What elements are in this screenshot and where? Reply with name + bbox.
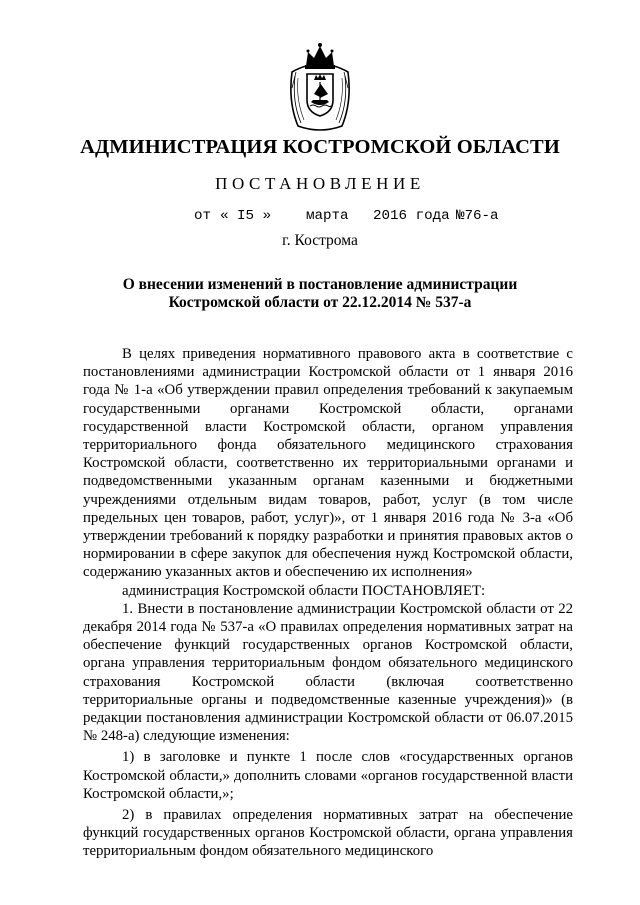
document-body (83, 345, 573, 861)
document-number: №76-а (456, 208, 499, 224)
paragraph-subitem-2: 2) в правилах определения нормативных затрат на обеспечение функций государственных органов Костромской области, органа управления территориальным фондом обязательного медицинского (83, 807, 573, 860)
organization-title: АДМИНИСТРАЦИЯ КОСТРОМСКОЙ ОБЛАСТИ (80, 136, 560, 158)
subject-line: О внесении изменений в постановление администрации (122, 276, 518, 293)
city: г. Кострома (282, 232, 358, 249)
paragraph-subitem-1: 1) в заголовке и пункте 1 после слов «государственных органов Костромской области,» дополнить словами «органов государственной власти Костромской области,»; (83, 749, 573, 802)
document-type: ПОСТАНОВЛЕНИЕ (215, 174, 425, 193)
coat-of-arms-icon (284, 42, 356, 134)
paragraph-item-1: 1. Внести в постановление администрации Костромской области от 22 декабря 2014 года № 537-а «О правилах определения нормативных затрат на обеспечение функций государственных органов Костромской области, органа управления территориальным фондом обязательного медицинского страхования Костромской области (включая соответственно территориальные органы и подведомственные казенные учреждения)» (в редакции постановления администрации Костромской области от 06.07.2015 № 248-а) следующие изменения: (83, 600, 573, 745)
date-month: марта (306, 208, 349, 224)
paragraph-resolution: администрация Костромской области ПОСТАНОВЛЯЕТ: (122, 582, 486, 599)
subject-line: Костромской области от 22.12.2014 № 537-а (168, 294, 472, 311)
date-prefix: от (194, 208, 212, 224)
paragraph-preamble: В целях приведения нормативного правового акта в соответствие с постановлениями администрации Костромской области от 1 января 2016 года № 1-а «Об утверждении правил определения требований к закупаемым государственными органами Костромской области, органами государственной власти Костромской области, органом управления территориального фонда обязательного медицинского страхования Костромской области, соответственно их территориальными органами и подведомственными указанным органам казенными и бюджетными учреждениями отдельным видам товаров, работ, услуг (в том числе предельных цен товаров, работ, услуг)», от 1 января 2016 года № 3-а «Об утверждении требований к порядку разработки и принятия правовых актов о нормировании в сфере закупок для обеспечения нужд Костромской области, содержанию указанных актов и обеспечению их исполнения» (83, 346, 573, 581)
date-day: « I5 » (220, 208, 272, 224)
document-subject (0, 276, 640, 312)
date-year: 2016 года (373, 208, 450, 224)
